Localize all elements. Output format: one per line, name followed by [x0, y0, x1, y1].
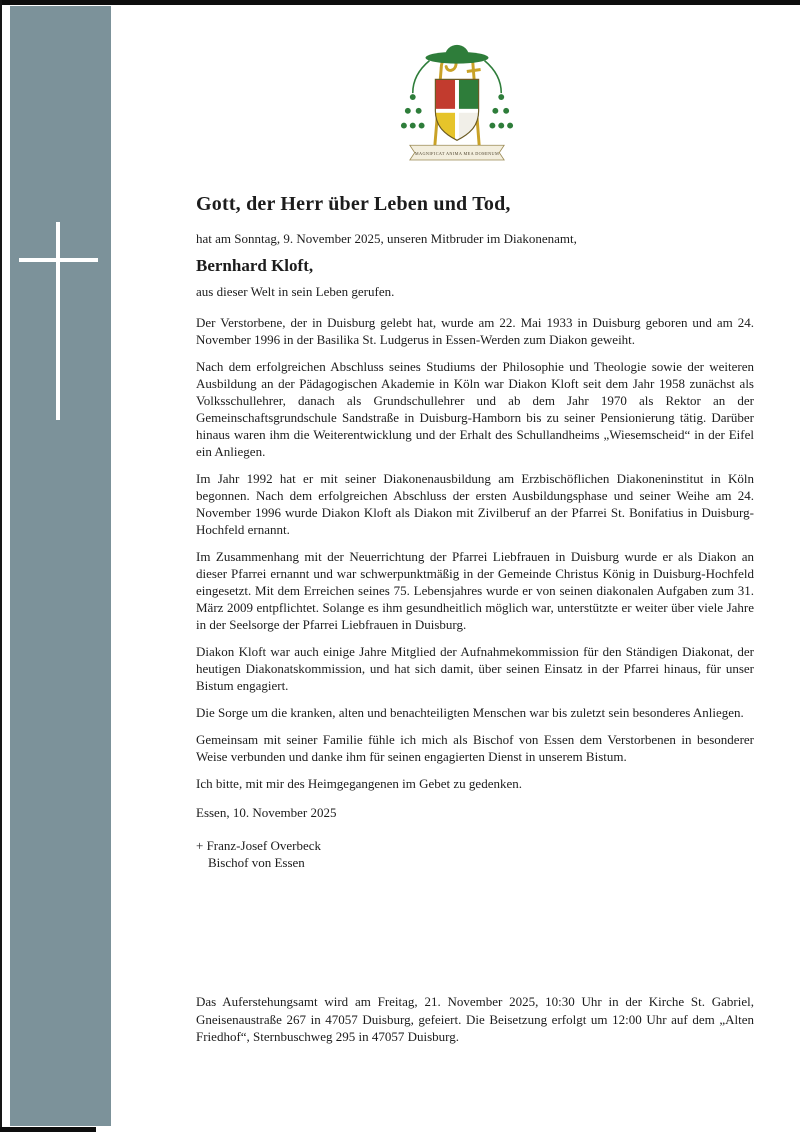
letter-body [196, 192, 754, 871]
scan-edge-left [0, 0, 2, 1132]
letter-heading: Gott, der Herr über Leben und Tod, [196, 193, 511, 215]
paragraph: Im Zusammenhang mit der Neuerrichtung der Pfarrei Liebfrauen in Duisburg wurde er als Diakon an dieser Pfarrei ernannt und war schwerpunktmäßig in der Gemeinde Christus König in Duisburg-Hochfeld eingesetzt. Mit dem Erreichen seines 75. Lebensjahres wurde er von seinen diakonalen Aufgaben zum 31. März 2009 entpflichtet. Solange es ihm gesundheitlich möglich war, unterstützte er weiter über viele Jahre in der Seelsorge der Pfarrei Liebfrauen in Duisburg. [196, 549, 754, 632]
paragraph: Im Jahr 1992 hat er mit seiner Diakonenausbildung am Erzbischöflichen Diakoneninstitut in Köln begonnen. Nach dem erfolgreichen Abschluss der ersten Ausbildungsphase und seiner Weihe am 24. November 1996 wurde Diakon Kloft als Diakon mit Zivilberuf an der Pfarrei St. Bonifatius in Duisburg-Hochfeld ernannt. [196, 471, 754, 537]
called-line: aus dieser Welt in sein Leben gerufen. [196, 284, 395, 299]
paragraph: Gemeinsam mit seiner Familie fühle ich mich als Bischof von Essen dem Verstorbenen in besonderer Weise verbunden und danke ihm für seinen engagierten Dienst in unserem Bistum. [196, 732, 754, 764]
side-band [10, 6, 111, 1126]
signature-title: Bischof von Essen [208, 855, 305, 870]
memorial-cross-icon [56, 222, 60, 420]
paragraph: Diakon Kloft war auch einige Jahre Mitglied der Aufnahmekommission für den Ständigen Diakonat, der heutigen Diakonatskommission, und hat sich damit, über seinen Einsatz in der Pfarrei hinaus, für unser Bistum engagiert. [196, 644, 754, 693]
place-date: Essen, 10. November 2025 [196, 805, 337, 820]
paragraph: Der Verstorbene, der in Duisburg gelebt hat, wurde am 22. Mai 1933 in Duisburg geboren und am 24. November 1996 in der Basilika St. Ludgerus in Essen-Werden zum Diakon geweiht. [196, 315, 754, 347]
scan-edge-bottom [0, 1127, 96, 1132]
scan-edge-top [0, 0, 800, 5]
intro-line: hat am Sonntag, 9. November 2025, unseren Mitbruder im Diakonenamt, [196, 231, 577, 246]
paragraph: Die Sorge um die kranken, alten und benachteiligten Menschen war bis zuletzt sein besonderes Anliegen. [196, 705, 744, 720]
closing-line: Ich bitte, mit mir des Heimgegangenen im Gebet zu gedenken. [196, 776, 522, 791]
paragraph: Nach dem erfolgreichen Abschluss seines Studiums der Philosophie und Theologie sowie der weiteren Ausbildung an der Pädagogischen Akademie in Köln war Diakon Kloft seit dem Jahr 1958 zunächst als Volksschullehrer, danach als Grundschullehrer und ab dem Jahr 1970 als Rektor an der Gemeinschaftsgrundschule Sandstraße in Duisburg-Hamborn bis zu seiner Pensionierung tätig. Darüber hinaus waren ihm die Weiterentwicklung und der Erhalt des Schullandheims „Wiesemscheid“ in der Eifel ein Anliegen. [196, 359, 754, 459]
crest-motto: MAGNIFICAT ANIMA MEA DOMINUM [414, 151, 500, 157]
signature-block [196, 837, 754, 871]
funeral-info: Das Auferstehungsamt wird am Freitag, 21. November 2025, 10:30 Uhr in der Kirche St. Gabriel, Gneisenaustraße 267 in 47057 Duisburg, gefeiert. Die Beisetzung erfolgt um 12:00 Uhr auf dem „Alten Friedhof“, Sternbuschweg 295 in 47057 Duisburg. [196, 994, 754, 1044]
bishop-coat-of-arms-icon [398, 34, 516, 166]
signature-name: + Franz-Josef Overbeck [196, 838, 322, 853]
memorial-cross-icon [19, 258, 98, 262]
deceased-name: Bernhard Kloft, [196, 256, 314, 275]
